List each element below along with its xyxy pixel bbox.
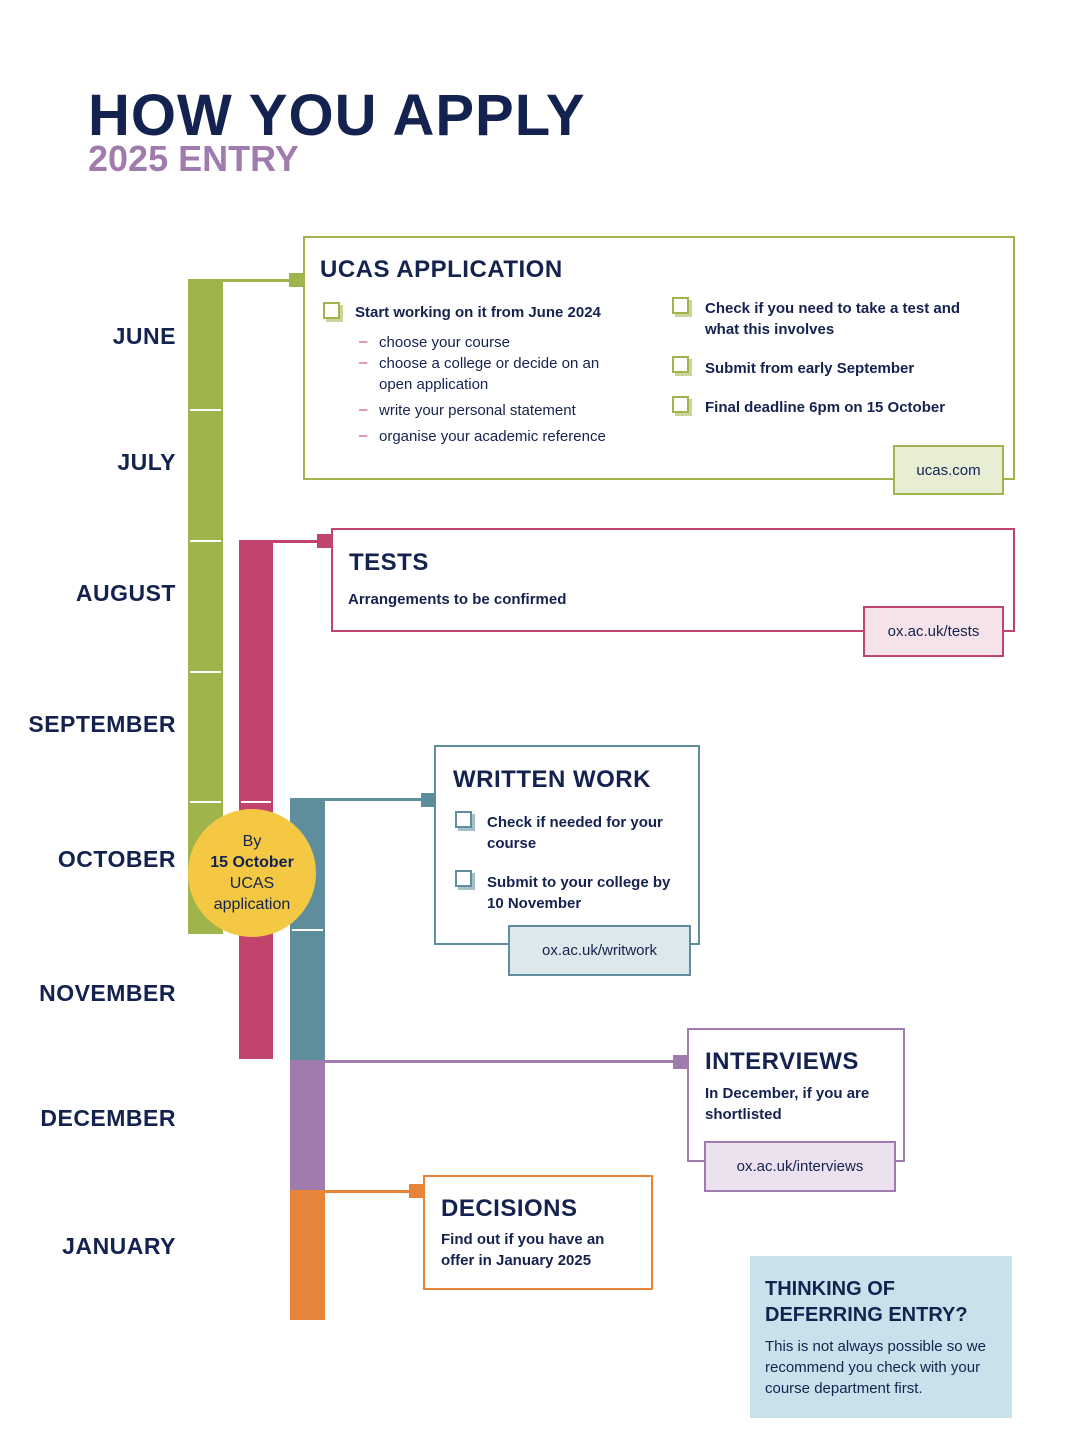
month-label-october: OCTOBER bbox=[57, 846, 176, 872]
deadline-line-2: 15 October bbox=[210, 854, 294, 871]
month-label-january: JANUARY bbox=[62, 1233, 176, 1259]
interviews-connector bbox=[325, 1060, 677, 1063]
ucas-right-item: Submit from early September bbox=[705, 360, 915, 377]
deadline-line-1: By bbox=[242, 833, 262, 850]
deadline-circle bbox=[188, 809, 316, 937]
month-label-december: DECEMBER bbox=[40, 1105, 176, 1131]
written-work-connector-node bbox=[421, 793, 435, 807]
ucas-sub-item: choose a college or decide on an open application bbox=[379, 355, 600, 393]
bar-tick bbox=[241, 801, 271, 803]
checkbox-icon bbox=[672, 396, 689, 413]
checkbox-icon bbox=[455, 870, 472, 887]
tests-connector bbox=[273, 540, 321, 543]
deferring-entry-body: This is not always possible so we recommend you check with your course department first. bbox=[765, 1338, 986, 1397]
interviews-link[interactable]: ox.ac.uk/interviews bbox=[704, 1141, 896, 1192]
decisions-connector-node bbox=[409, 1184, 423, 1198]
ucas-right-item: Final deadline 6pm on 15 October bbox=[705, 399, 946, 416]
month-label-july: JULY bbox=[117, 449, 176, 475]
checkbox-icon bbox=[455, 811, 472, 828]
page-title: HOW YOU APPLY bbox=[88, 83, 586, 148]
bar-tick bbox=[190, 671, 221, 673]
interviews-box-title: INTERVIEWS bbox=[705, 1048, 859, 1075]
checkbox-icon bbox=[323, 302, 340, 319]
tests-box-title: TESTS bbox=[349, 549, 429, 576]
tests-timeline-bar bbox=[239, 540, 273, 1059]
bar-tick bbox=[190, 409, 221, 411]
written-work-item: Submit to your college by 10 November bbox=[487, 874, 671, 912]
ucas-start-item: Start working on it from June 2024 bbox=[355, 304, 601, 321]
dash-icon: – bbox=[359, 401, 368, 418]
bar-tick bbox=[190, 540, 221, 542]
interviews-timeline-bar bbox=[290, 1060, 325, 1190]
checkbox-icon bbox=[672, 356, 689, 373]
tests-link[interactable]: ox.ac.uk/tests bbox=[863, 606, 1004, 657]
written-work-item: Check if needed for your course bbox=[487, 814, 663, 852]
ucas-connector-node bbox=[289, 273, 303, 287]
decisions-box-title: DECISIONS bbox=[441, 1195, 578, 1222]
month-label-august: AUGUST bbox=[75, 580, 176, 606]
interviews-connector-node bbox=[673, 1055, 687, 1069]
written-work-box bbox=[434, 745, 700, 945]
ucas-link[interactable]: ucas.com bbox=[893, 445, 1004, 495]
bar-tick bbox=[292, 929, 323, 931]
interviews-body: In December, if you are shortlisted bbox=[705, 1085, 870, 1123]
ucas-sub-item: choose your course bbox=[379, 334, 510, 351]
decisions-box bbox=[423, 1175, 653, 1290]
dash-icon: – bbox=[359, 333, 368, 350]
decisions-body: Find out if you have an offer in January 2025 bbox=[441, 1231, 605, 1269]
ucas-box-title: UCAS APPLICATION bbox=[320, 256, 563, 283]
decisions-connector bbox=[325, 1190, 413, 1193]
ucas-sub-item: write your personal statement bbox=[379, 402, 576, 419]
dash-icon: – bbox=[359, 354, 368, 371]
ucas-right-item: Check if you need to take a test and what this involves bbox=[705, 300, 961, 338]
written-work-link[interactable]: ox.ac.uk/writwork bbox=[508, 925, 691, 976]
month-label-june: JUNE bbox=[112, 323, 176, 349]
deadline-line-4: application bbox=[213, 896, 291, 913]
written-work-connector bbox=[325, 798, 425, 801]
page-subtitle: 2025 ENTRY bbox=[88, 138, 299, 179]
dash-icon: – bbox=[359, 427, 368, 444]
tests-connector-node bbox=[317, 534, 331, 548]
month-label-september: SEPTEMBER bbox=[28, 711, 176, 737]
ucas-sub-item: organise your academic reference bbox=[379, 428, 606, 445]
deadline-line-3: UCAS bbox=[229, 875, 275, 892]
written-work-box-title: WRITTEN WORK bbox=[453, 766, 651, 793]
checkbox-icon bbox=[672, 297, 689, 314]
bar-tick bbox=[190, 801, 221, 803]
ucas-application-box bbox=[303, 236, 1015, 480]
deferring-entry-panel bbox=[750, 1256, 1012, 1418]
tests-body: Arrangements to be confirmed bbox=[348, 591, 567, 608]
decisions-timeline-bar bbox=[290, 1190, 325, 1320]
deferring-entry-title: THINKING OF DEFERRING ENTRY? bbox=[765, 1278, 968, 1326]
month-label-november: NOVEMBER bbox=[39, 980, 176, 1006]
ucas-connector bbox=[223, 279, 295, 282]
